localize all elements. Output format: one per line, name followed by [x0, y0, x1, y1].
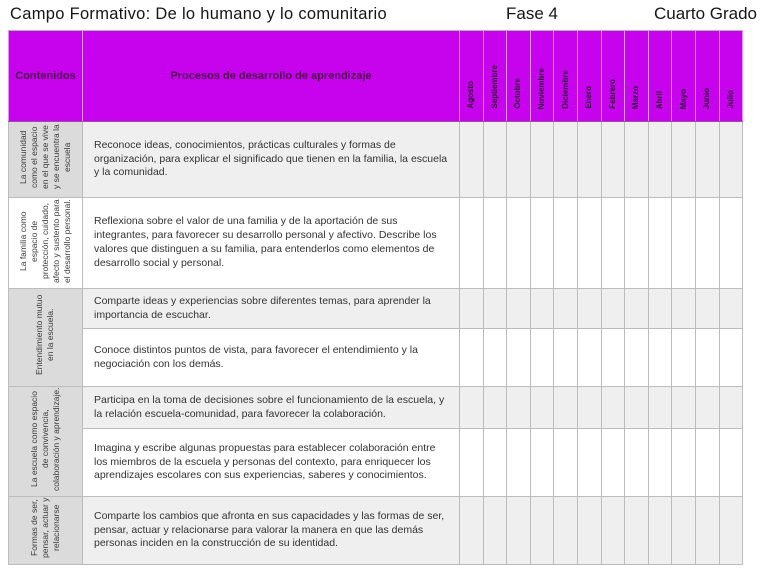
- month-cell: [695, 289, 719, 329]
- header-month-diciembre: Diciembre: [554, 31, 578, 122]
- header-month-noviembre: Noviembre: [530, 31, 554, 122]
- month-cell: [554, 198, 578, 289]
- header-procesos: Procesos de desarrollo de aprendizaje: [83, 31, 460, 122]
- month-cell: [625, 122, 649, 198]
- month-cell: [577, 198, 601, 289]
- month-cell: [507, 289, 531, 329]
- month-cell: [507, 429, 531, 497]
- month-cell: [577, 497, 601, 565]
- month-cell: [695, 387, 719, 429]
- month-cell: [672, 329, 696, 387]
- month-cell: [530, 329, 554, 387]
- month-cell: [719, 387, 743, 429]
- month-cell: [507, 497, 531, 565]
- title-bar: [0, 0, 768, 30]
- month-cell: [625, 429, 649, 497]
- month-cell: [483, 387, 507, 429]
- month-cell: [554, 122, 578, 198]
- header-month-junio: Junio: [695, 31, 719, 122]
- month-cell: [577, 429, 601, 497]
- proceso-cell: Conoce distintos puntos de vista, para favorecer el entendimiento y la negociación con los demás.: [83, 329, 460, 387]
- month-cell: [719, 429, 743, 497]
- month-cell: [625, 329, 649, 387]
- month-cell: [530, 429, 554, 497]
- month-cell: [507, 329, 531, 387]
- proceso-cell: Participa en la toma de decisiones sobre el funcionamiento de la escuela, y la relación escuela-comunidad, para favorecer la colaboración.: [83, 387, 460, 429]
- month-cell: [483, 198, 507, 289]
- month-cell: [672, 122, 696, 198]
- month-cell: [460, 289, 484, 329]
- header-month-septiembre: Septiembre: [483, 31, 507, 122]
- contenido-escuela-convivencia: La escuela como espacio de convivencia, colaboración y aprendizaje.: [9, 387, 83, 497]
- contenido-entendimiento: Entendimiento mutuo en la escuela.: [9, 289, 83, 387]
- header-month-mayo: Mayo: [672, 31, 696, 122]
- month-cell: [672, 387, 696, 429]
- month-cell: [577, 289, 601, 329]
- month-cell: [672, 429, 696, 497]
- header-month-marzo: Marzo: [625, 31, 649, 122]
- page-title: Campo Formativo: De lo humano y lo comunitario: [10, 5, 387, 23]
- month-cell: [577, 122, 601, 198]
- header-row: [9, 31, 743, 122]
- month-cell: [719, 198, 743, 289]
- month-cell: [601, 429, 625, 497]
- month-cell: [648, 429, 672, 497]
- month-cell: [625, 497, 649, 565]
- month-cell: [530, 122, 554, 198]
- month-cell: [507, 387, 531, 429]
- proceso-cell: Comparte los cambios que afronta en sus capacidades y las formas de ser, pensar, actuar y relacionarse para valorar la manera en que las demás personas inciden en la construcción de su identidad.: [83, 497, 460, 565]
- header-month-febrero: Febrero: [601, 31, 625, 122]
- header-month-octubre: Octubre: [507, 31, 531, 122]
- contenido-comunidad: La comunidad como el espacio en el que se vive y se encuentra la escuela: [9, 122, 83, 198]
- header-contenidos: Contenidos: [9, 31, 83, 122]
- contenido-formas-de-ser: Formas de ser, pensar, actuar y relacionarse: [9, 497, 83, 565]
- month-cell: [554, 289, 578, 329]
- month-cell: [530, 198, 554, 289]
- month-cell: [460, 387, 484, 429]
- table-row: [9, 122, 743, 198]
- month-cell: [601, 387, 625, 429]
- header-month-abril: Abril: [648, 31, 672, 122]
- month-cell: [719, 289, 743, 329]
- month-cell: [695, 429, 719, 497]
- header-month-enero: Enero: [577, 31, 601, 122]
- month-cell: [554, 497, 578, 565]
- month-cell: [625, 198, 649, 289]
- month-cell: [460, 497, 484, 565]
- month-cell: [483, 289, 507, 329]
- month-cell: [648, 289, 672, 329]
- month-cell: [695, 198, 719, 289]
- month-cell: [530, 289, 554, 329]
- table-row: [9, 198, 743, 289]
- month-cell: [672, 289, 696, 329]
- month-cell: [554, 387, 578, 429]
- month-cell: [648, 497, 672, 565]
- month-cell: [695, 329, 719, 387]
- month-cell: [483, 429, 507, 497]
- table-row: [9, 289, 743, 329]
- month-cell: [672, 198, 696, 289]
- month-cell: [719, 329, 743, 387]
- curriculum-table: [8, 30, 744, 565]
- fase-label: Fase 4: [506, 4, 558, 23]
- month-cell: [483, 497, 507, 565]
- month-cell: [625, 387, 649, 429]
- month-cell: [601, 122, 625, 198]
- proceso-cell: Reflexiona sobre el valor de una familia y de la aportación de sus integrantes, para favorecer su desarrollo personal y afectivo. Describe los valores que distinguen a su familia, para entenderlos como elementos de desarrollo social y personal.: [83, 198, 460, 289]
- month-cell: [577, 329, 601, 387]
- header-month-julio: Julio: [719, 31, 743, 122]
- month-cell: [530, 387, 554, 429]
- month-cell: [601, 329, 625, 387]
- table-row: [9, 329, 743, 387]
- month-cell: [507, 198, 531, 289]
- month-cell: [648, 122, 672, 198]
- month-cell: [601, 497, 625, 565]
- contenido-familia: La familia como espacio de protección, cuidado, afecto y sustento para el desarrollo personal.: [9, 198, 83, 289]
- table-row: [9, 497, 743, 565]
- month-cell: [530, 497, 554, 565]
- month-cell: [601, 289, 625, 329]
- proceso-cell: Reconoce ideas, conocimientos, prácticas culturales y formas de organización, para explicar el significado que tienen en la familia, la escuela y la comunidad.: [83, 122, 460, 198]
- month-cell: [460, 329, 484, 387]
- proceso-cell: Comparte ideas y experiencias sobre diferentes temas, para aprender la importancia de escuchar.: [83, 289, 460, 329]
- month-cell: [554, 429, 578, 497]
- grado-label: Cuarto Grado: [654, 4, 757, 23]
- month-cell: [483, 329, 507, 387]
- month-cell: [648, 198, 672, 289]
- month-cell: [719, 497, 743, 565]
- month-cell: [648, 329, 672, 387]
- proceso-cell: Imagina y escribe algunas propuestas para establecer colaboración entre los miembros de la escuela y personas del contexto, para enriquecer los aprendizajes escolares con sus experiencias, saberes y conocimientos.: [83, 429, 460, 497]
- table-row: [9, 387, 743, 429]
- month-cell: [695, 122, 719, 198]
- month-cell: [672, 497, 696, 565]
- table-row: [9, 429, 743, 497]
- month-cell: [460, 429, 484, 497]
- month-cell: [625, 289, 649, 329]
- month-cell: [601, 198, 625, 289]
- month-cell: [554, 329, 578, 387]
- month-cell: [648, 387, 672, 429]
- month-cell: [719, 122, 743, 198]
- month-cell: [695, 497, 719, 565]
- header-month-agosto: Agosto: [460, 31, 484, 122]
- month-cell: [507, 122, 531, 198]
- month-cell: [460, 122, 484, 198]
- month-cell: [483, 122, 507, 198]
- month-cell: [460, 198, 484, 289]
- month-cell: [577, 387, 601, 429]
